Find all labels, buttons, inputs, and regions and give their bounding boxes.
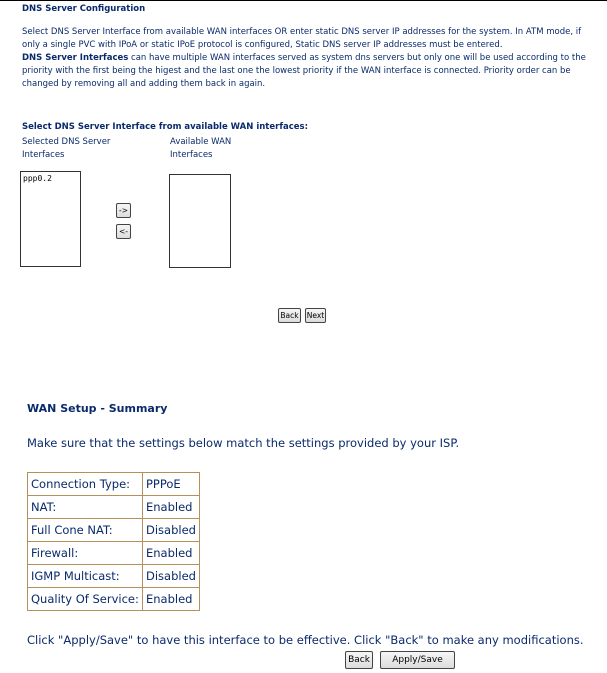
- top-divider: [0, 0, 607, 1]
- selected-dns-listbox[interactable]: [20, 171, 81, 267]
- apply-instructions: Click "Apply/Save" to have this interface to be effective. Click "Back" to make any modifications.: [27, 633, 584, 647]
- summary-value: PPPoE: [143, 473, 200, 496]
- summary-key: Full Cone NAT:: [28, 519, 143, 542]
- table-row: [28, 496, 200, 519]
- dns-interfaces-bold: DNS Server Interfaces: [22, 53, 129, 63]
- dns-back-button[interactable]: Back: [278, 308, 301, 323]
- apply-save-button[interactable]: Apply/Save: [380, 651, 455, 669]
- list-item[interactable]: ppp0.2: [23, 174, 52, 183]
- move-left-button[interactable]: <-: [116, 224, 131, 239]
- summary-value: Enabled: [143, 542, 200, 565]
- wan-summary-title: WAN Setup - Summary: [27, 402, 168, 415]
- table-row: [28, 473, 200, 496]
- summary-key: IGMP Multicast:: [28, 565, 143, 588]
- dns-interfaces-text: can have multiple WAN interfaces served as system dns servers but only one will be used according to the priority with the first being the higest and the last one the lowest priority if the WAN interface is connected. Priority order can be changed by removing all and adding them back in again.: [22, 53, 586, 89]
- summary-key: Connection Type:: [28, 473, 143, 496]
- table-row: [28, 519, 200, 542]
- move-right-button[interactable]: ->: [116, 203, 131, 218]
- table-row: [28, 588, 200, 611]
- select-dns-heading: Select DNS Server Interface from available WAN interfaces:: [22, 122, 309, 132]
- summary-key: NAT:: [28, 496, 143, 519]
- wan-summary-hint: Make sure that the settings below match the settings provided by your ISP.: [27, 436, 460, 450]
- selected-dns-label: Selected DNS Server Interfaces: [22, 137, 111, 160]
- dns-next-button[interactable]: Next: [305, 308, 326, 323]
- available-wan-listbox[interactable]: [169, 174, 231, 268]
- dns-intro-paragraph: Select DNS Server Interface from available WAN interfaces OR enter static DNS server IP addresses for the system. In ATM mode, if only a single PVC with IPoA or static IPoE protocol is configured, Static DNS server IP addresses must be entered.: [22, 27, 582, 50]
- summary-value: Disabled: [143, 565, 200, 588]
- dns-interfaces-paragraph: [22, 52, 592, 91]
- dns-config-section: [22, 3, 592, 91]
- table-row: [28, 565, 200, 588]
- wan-summary-table: [27, 472, 200, 611]
- summary-back-button[interactable]: Back: [345, 651, 373, 669]
- summary-key: Quality Of Service:: [28, 588, 143, 611]
- summary-key: Firewall:: [28, 542, 143, 565]
- summary-value: Enabled: [143, 496, 200, 519]
- table-row: [28, 542, 200, 565]
- dns-config-title: DNS Server Configuration: [22, 4, 146, 14]
- available-wan-label: Available WAN Interfaces: [170, 137, 232, 160]
- summary-value: Enabled: [143, 588, 200, 611]
- summary-value: Disabled: [143, 519, 200, 542]
